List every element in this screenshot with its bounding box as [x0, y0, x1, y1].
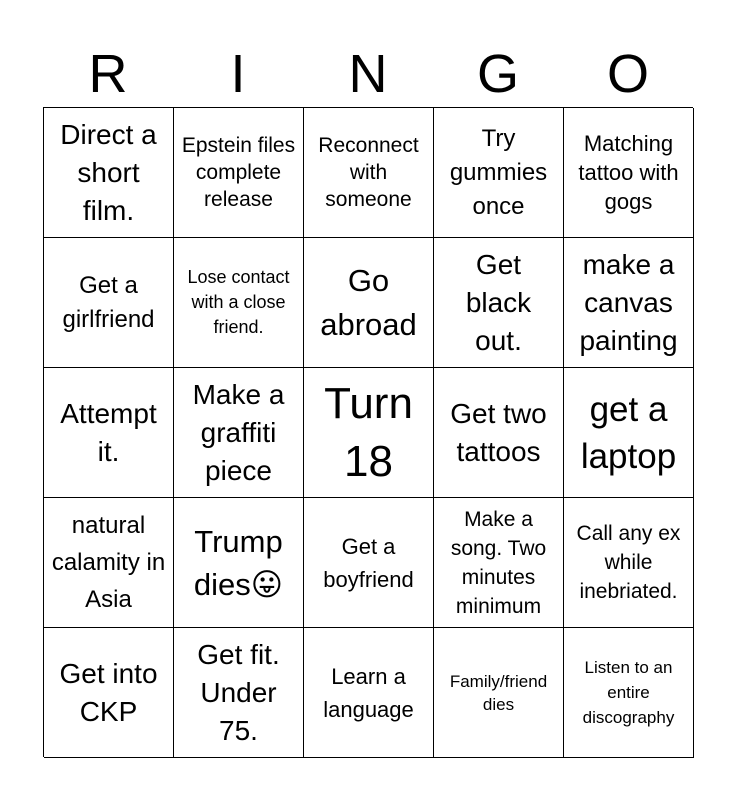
cell-text: Get two tattoos: [450, 397, 547, 467]
cell-text: Learn a language: [323, 663, 414, 722]
bingo-cell[interactable]: [44, 108, 174, 238]
bingo-cell[interactable]: [44, 238, 174, 368]
cell-text: Get a boyfriend: [323, 533, 414, 592]
bingo-cell[interactable]: [564, 108, 694, 238]
cell-text: Family/friend dies: [449, 671, 548, 714]
bingo-header: [43, 40, 693, 108]
cell-text: Go abroad: [320, 262, 417, 342]
bingo-cell[interactable]: [174, 238, 304, 368]
header-letter-i: I: [230, 44, 246, 104]
bingo-cell[interactable]: [44, 368, 174, 498]
cell-text: get a laptop: [580, 389, 677, 476]
bingo-cell[interactable]: [304, 368, 434, 498]
cell-text: Reconnect with someone: [318, 134, 419, 211]
header-letter-o: O: [606, 44, 649, 104]
cell-text: natural calamity in Asia: [51, 512, 166, 613]
bingo-cell[interactable]: [174, 498, 304, 628]
bingo-cell[interactable]: [304, 498, 434, 628]
bingo-cell[interactable]: [434, 498, 564, 628]
cell-text: Call any ex while inebriated.: [576, 522, 681, 603]
bingo-board: [43, 107, 693, 757]
cell-text: Get a girlfriend: [62, 271, 155, 333]
cell-text: Lose contact with a close friend.: [187, 267, 290, 337]
cell-text: Trump dies😛: [193, 523, 284, 602]
cell-text: Matching tattoo with gogs: [578, 131, 679, 214]
header-letter-g: G: [476, 44, 519, 104]
cell-text: Make a song. Two minutes minimum: [450, 507, 547, 618]
bingo-cell[interactable]: [564, 498, 694, 628]
cell-text: Listen to an entire discography: [582, 658, 675, 727]
bingo-cell[interactable]: [434, 238, 564, 368]
bingo-cell[interactable]: [564, 238, 694, 368]
header-letter-n: N: [348, 44, 388, 104]
bingo-cell[interactable]: [434, 628, 564, 758]
cell-text: Get fit. Under 75.: [197, 638, 280, 746]
bingo-cell[interactable]: [174, 628, 304, 758]
cell-text: Attempt it.: [60, 397, 157, 467]
bingo-cell[interactable]: [304, 108, 434, 238]
bingo-cell[interactable]: [434, 368, 564, 498]
bingo-cell[interactable]: [174, 368, 304, 498]
cell-text: Turn 18: [324, 378, 413, 486]
cell-text: Get into CKP: [59, 657, 158, 727]
bingo-cell[interactable]: [304, 628, 434, 758]
cell-text: Direct a short film.: [60, 118, 157, 226]
cell-text: Epstein files complete release: [181, 134, 296, 211]
bingo-cell[interactable]: [44, 498, 174, 628]
bingo-cell[interactable]: [304, 238, 434, 368]
bingo-cell[interactable]: [44, 628, 174, 758]
cell-text: make a canvas painting: [579, 248, 678, 356]
header-letter-r: R: [88, 44, 128, 104]
bingo-cell[interactable]: [564, 628, 694, 758]
bingo-cell[interactable]: [174, 108, 304, 238]
cell-text: Get black out.: [465, 248, 532, 356]
cell-text: Make a graffiti piece: [192, 378, 285, 486]
cell-text: Try gummies once: [449, 124, 548, 220]
bingo-cell[interactable]: [564, 368, 694, 498]
bingo-cell[interactable]: [434, 108, 564, 238]
